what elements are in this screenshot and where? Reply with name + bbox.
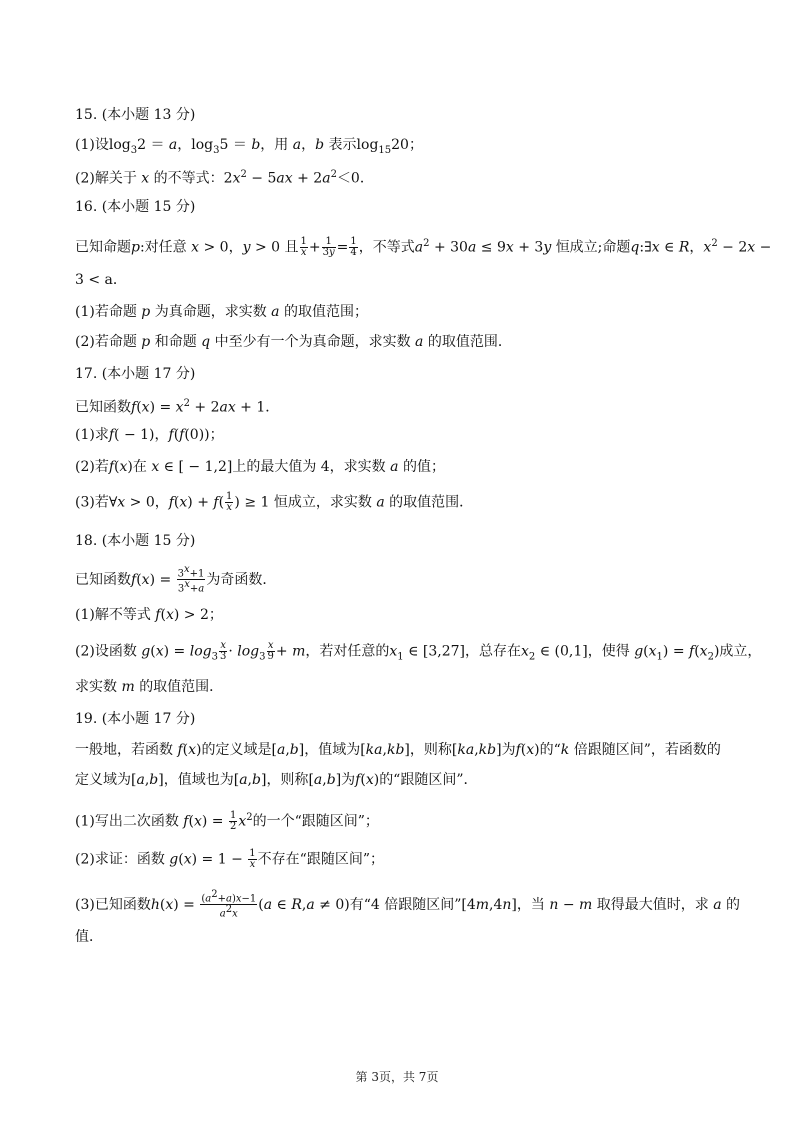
problem-17-intro: 已知函数$f(x) = x^2 + 2ax + 1$．: [75, 398, 280, 416]
problem-15-part-1: (1)设$\log_32 = a$，$\log_35 = b$，用 a，b 表示$\log_{15}20$；: [75, 137, 423, 156]
problem-17-part-2: (2)若f(x)在 x ∈ [ − 1,2]上的最大值为 4，求实数 a 的值；: [75, 459, 445, 475]
problem-18-part-1: (1)解不等式 f(x) > 2；: [75, 607, 223, 623]
problem-18-part-2-cont: 求实数 m 的取值范围．: [75, 679, 224, 695]
problem-17-header: 17. (本小题 17 分): [75, 366, 196, 382]
problem-17-part-3: (3)若∀x > 0，f(x) + f( $\frac{1}{x}$ ) ≥ 1 恒成立，求实数 a 的取值范围．: [75, 491, 474, 513]
problem-16-part-1: (1)若命题 p 为真命题，求实数 a 的取值范围；: [75, 304, 368, 320]
problem-19-intro-cont: 定义域为[a,b]，值域也为[a,b]，则称[a,b]为f(x)的“跟随区间”．: [75, 772, 478, 788]
problem-16-part-2: (2)若命题 p 和命题 q 中至少有一个为真命题，求实数 a 的取值范围．: [75, 334, 512, 350]
problem-18-intro: 已知函数f(x) = $\frac{3^x+1}{3^x+a}$ 为奇函数．: [75, 564, 277, 595]
problem-17-part-1: (1)求f( − 1)，f(f(0))；: [75, 427, 224, 443]
problem-19-intro: 一般地，若函数 f(x)的定义域是[a,b]，值域为[ka,kb]，则称[ka,kb]为f(x)的“k 倍跟随区间”，若函数的: [75, 742, 721, 758]
problem-18-header: 18. (本小题 15 分): [75, 533, 196, 549]
problem-15-part-2: (2)解关于 x 的不等式：$2x^2 - 5ax + 2a^2<0$．: [75, 169, 374, 187]
problem-15-header: 15. (本小题 13 分): [75, 107, 196, 123]
problem-18-part-2: (2)设函数 $g(x) = \log_3$ $\frac{x}{3}$ · $\log_3$ $\frac{x}{9}$ + m，若对任意的$x_1$ ∈ [3,27]，总存在$x_2$ ∈ (0,1]，使得 $g(x_1) = f(x_2)$成立，: [75, 640, 762, 663]
problem-16-header: 16. (本小题 15 分): [75, 199, 196, 215]
problem-19-part-3-cont: 值．: [75, 929, 103, 945]
problem-16-intro-cont: 3 < a．: [75, 272, 127, 288]
page-footer: 第 3页，共 7页: [355, 1070, 439, 1084]
problem-16-intro: 已知命题p:对任意 x > 0，y > 0 且 $\frac{1}{x}$ + $\frac{1}{3y}$ = $\frac{1}{4}$ ，不等式$a^2 + 30a \le 9x + 3y$ 恒成立;命题q:∃x ∈ R，$x^2 - 2x$ −: [75, 236, 772, 259]
problem-19-part-1: (1)写出二次函数 f(x) = $\frac{1}{2}$ $x^2$的一个“跟随区间”；: [75, 810, 379, 833]
problem-19-part-3: (3)已知函数h(x) = $\frac{(a^2+a)x-1}{a^2x}$ (a ∈ R,a ≠ 0)有“4 倍跟随区间”[4m,4n]，当 n − m 取得最大值时，求 a 的: [75, 889, 741, 920]
problem-19-header: 19. (本小题 17 分): [75, 711, 196, 727]
problem-19-part-2: (2)求证：函数 g(x) = 1 − $\frac{1}{x}$ 不存在“跟随区间”；: [75, 848, 384, 870]
